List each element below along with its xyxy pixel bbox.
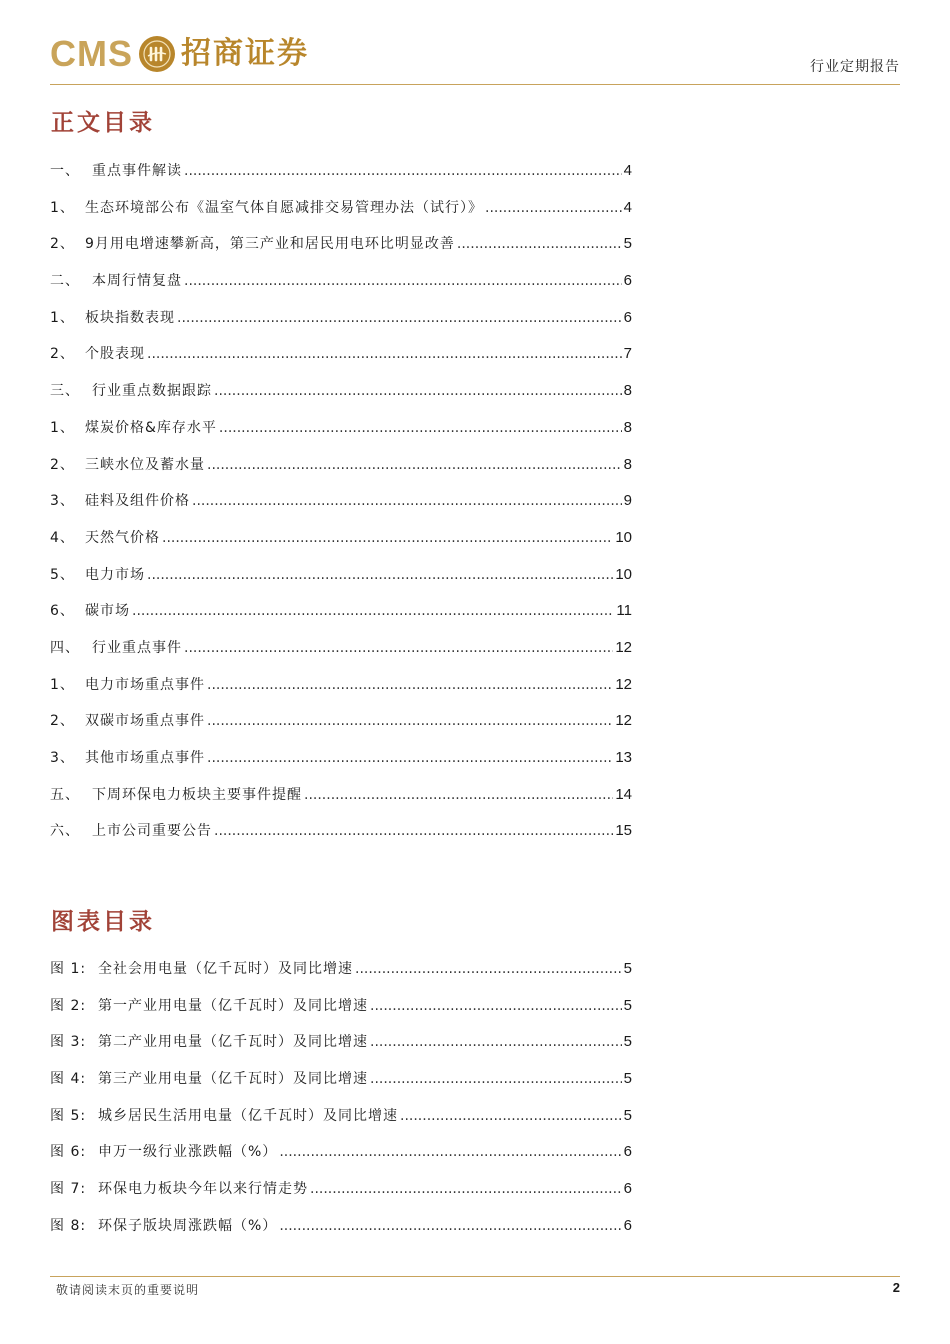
disclaimer-note: 敬请阅读末页的重要说明 [56,1283,200,1297]
toc-entry-page: 13 [615,749,632,766]
toc-entry-text: 本周行情复盘 [92,273,182,290]
toc-dot-leader [457,236,622,252]
toc-dot-leader [214,823,613,839]
toc-entry-number: 5、 [50,566,75,583]
toc-entry-number: 2、 [50,456,75,473]
toc-dot-leader [400,1108,622,1124]
toc-dot-leader [279,1144,621,1160]
toc-entry-text: 三峡水位及蓄水量 [85,456,205,473]
toc-dot-leader [279,1218,621,1234]
toc-entry-text: 上市公司重要公告 [92,823,212,840]
toc-entry-page: 8 [623,382,632,400]
toc-entry-page: 4 [623,162,632,179]
toc-entry-number: 图 8: [50,1217,87,1234]
toc-entry[interactable] [50,1178,632,1215]
toc-entry-text: 城乡居民生活用电量（亿千瓦时）及同比增速 [98,1107,398,1124]
toc-entry-number: 2、 [50,236,75,253]
toc-entry-page: 7 [623,345,632,363]
toc-entry-number: 4、 [50,529,75,546]
toc-entry[interactable] [50,784,632,821]
toc-entry[interactable] [50,1068,632,1105]
toc-entry[interactable] [50,995,632,1032]
toc-entry-number: 一、 [50,163,80,179]
toc-entry-page: 8 [623,418,632,436]
toc-entry[interactable] [50,490,632,527]
toc-entry-page: 5 [623,1106,632,1124]
toc-dot-leader [184,640,613,656]
toc-entry[interactable] [50,600,632,637]
toc-dot-leader [485,200,622,216]
toc-entry-number: 五、 [50,786,80,803]
toc-dot-leader [214,383,622,399]
toc-entry[interactable] [50,564,632,601]
toc-dot-leader [192,493,622,509]
toc-entry-text: 第二产业用电量（亿千瓦时）及同比增速 [98,1034,368,1051]
toc-entry-text: 申万一级行业涨跌幅（%） [98,1144,278,1161]
toc-entry-page: 6 [623,272,632,290]
toc-entry-page: 12 [615,675,632,693]
toc-entry[interactable] [50,958,632,995]
toc-entry-page: 5 [623,960,632,977]
toc-entry[interactable] [50,1215,632,1252]
toc-entry-page: 6 [623,308,632,326]
toc-entry[interactable] [50,820,632,857]
toc-entry-text: 行业重点数据跟踪 [92,383,212,400]
toc-entry[interactable] [50,454,632,491]
toc-dot-leader [207,750,613,766]
toc-dot-leader [132,603,614,619]
toc-entry-text: 第三产业用电量（亿千瓦时）及同比增速 [98,1071,368,1088]
toc-entry-text: 电力市场重点事件 [85,676,205,693]
toc-entry[interactable] [50,380,632,417]
toc-entry-number: 二、 [50,273,80,290]
toc-entry-number: 3、 [50,750,75,766]
toc-dot-leader [162,530,613,546]
toc-entry[interactable] [50,307,632,344]
toc-entry[interactable] [50,270,632,307]
toc-dot-leader [310,1181,622,1197]
toc-entry-number: 2、 [50,346,75,363]
page-header [0,0,950,90]
header-divider [50,84,900,85]
footer-divider [50,1276,900,1277]
cms-logo [50,33,309,75]
figure-table-of-contents [50,958,632,1252]
toc-entry-number: 3、 [50,493,75,510]
toc-entry-text: 全社会用电量（亿千瓦时）及同比增速 [98,961,353,977]
toc-entry-number: 四、 [50,639,80,656]
toc-entry-page: 14 [615,785,632,803]
logo-emblem-icon [139,36,175,72]
toc-entry-text: 生态环境部公布《温室气体自愿减排交易管理办法（试行）》 [85,199,483,216]
toc-dot-leader [304,787,613,803]
toc-dot-leader [207,677,613,693]
toc-entry[interactable] [50,710,632,747]
toc-entry[interactable] [50,747,632,784]
toc-entry-number: 图 5: [50,1107,87,1124]
toc-entry-text: 行业重点事件 [92,639,182,656]
toc-entry-page: 5 [623,1033,632,1051]
toc-entry-number: 1、 [50,676,75,693]
toc-entry-number: 1、 [50,199,75,216]
toc-entry-text: 双碳市场重点事件 [85,713,205,730]
page-number: 2 [892,1280,900,1295]
main-table-of-contents [50,160,632,857]
toc-dot-leader [370,1071,622,1087]
toc-entry-page: 6 [623,1143,632,1161]
toc-entry-page: 15 [615,822,632,840]
toc-entry-number: 图 7: [50,1181,87,1198]
toc-dot-leader [147,346,622,362]
toc-entry-number: 三、 [50,383,80,400]
toc-entry-text: 重点事件解读 [92,163,182,179]
toc-entry[interactable] [50,637,632,674]
toc-entry[interactable] [50,1141,632,1178]
toc-dot-leader [184,273,622,289]
toc-entry[interactable] [50,233,632,270]
figure-toc-title: 图表目录 [51,909,155,935]
toc-entry[interactable] [50,417,632,454]
toc-entry-number: 图 2: [50,997,87,1014]
toc-entry[interactable] [50,674,632,711]
toc-entry-text: 个股表现 [85,346,145,363]
toc-entry-page: 5 [623,235,632,253]
toc-dot-leader [184,163,622,179]
toc-entry-number: 图 3: [50,1034,87,1051]
toc-dot-leader [207,713,613,729]
toc-entry-number: 6、 [50,603,75,620]
toc-entry-number: 1、 [50,309,75,326]
toc-entry-number: 1、 [50,419,75,436]
toc-entry-page: 6 [623,1216,632,1234]
toc-dot-leader [370,1034,622,1050]
toc-entry-page: 11 [616,602,632,620]
toc-entry-text: 其他市场重点事件 [85,750,205,766]
toc-entry[interactable] [50,527,632,564]
toc-dot-leader [147,567,613,583]
toc-entry[interactable] [50,197,632,234]
toc-entry-page: 9 [623,492,632,510]
toc-dot-leader [207,457,622,473]
toc-entry-page: 12 [615,712,632,730]
toc-entry-text: 板块指数表现 [85,309,175,326]
report-type-label: 行业定期报告 [810,59,900,75]
toc-dot-leader [370,998,622,1014]
toc-entry-page: 5 [623,996,632,1014]
toc-entry-number: 六、 [50,823,80,840]
logo-chinese-name: 招商证券 [181,36,309,71]
toc-entry-number: 图 4: [50,1071,87,1088]
toc-entry-page: 6 [623,1180,632,1198]
toc-entry-text: 9月用电增速攀新高，第三产业和居民用电环比明显改善 [85,236,455,253]
toc-entry[interactable] [50,160,632,197]
toc-entry-text: 天然气价格 [85,529,160,546]
toc-entry-page: 5 [623,1070,632,1088]
toc-entry-text: 碳市场 [85,603,130,620]
toc-entry[interactable] [50,1031,632,1068]
toc-entry-text: 硅料及组件价格 [85,493,190,510]
toc-entry-page: 10 [615,528,632,546]
toc-entry-page: 8 [623,455,632,473]
toc-entry-number: 2、 [50,713,75,730]
toc-entry[interactable] [50,343,632,380]
toc-entry[interactable] [50,1105,632,1142]
toc-entry-text: 环保子版块周涨跌幅（%） [98,1217,278,1234]
toc-entry-text: 第一产业用电量（亿千瓦时）及同比增速 [98,997,368,1014]
toc-dot-leader [177,310,622,326]
main-toc-title: 正文目录 [51,110,155,136]
toc-entry-text: 环保电力板块今年以来行情走势 [98,1181,308,1198]
toc-dot-leader [355,961,622,977]
toc-dot-leader [219,420,622,436]
toc-entry-text: 煤炭价格&库存水平 [85,419,217,436]
toc-entry-text: 下周环保电力板块主要事件提醒 [92,786,302,803]
toc-entry-page: 4 [623,198,632,216]
logo-text: CMS [50,33,133,74]
toc-entry-page: 12 [615,638,632,656]
toc-entry-number: 图 1: [50,961,87,977]
toc-entry-page: 10 [615,565,632,583]
toc-entry-text: 电力市场 [85,566,145,583]
toc-entry-number: 图 6: [50,1144,87,1161]
